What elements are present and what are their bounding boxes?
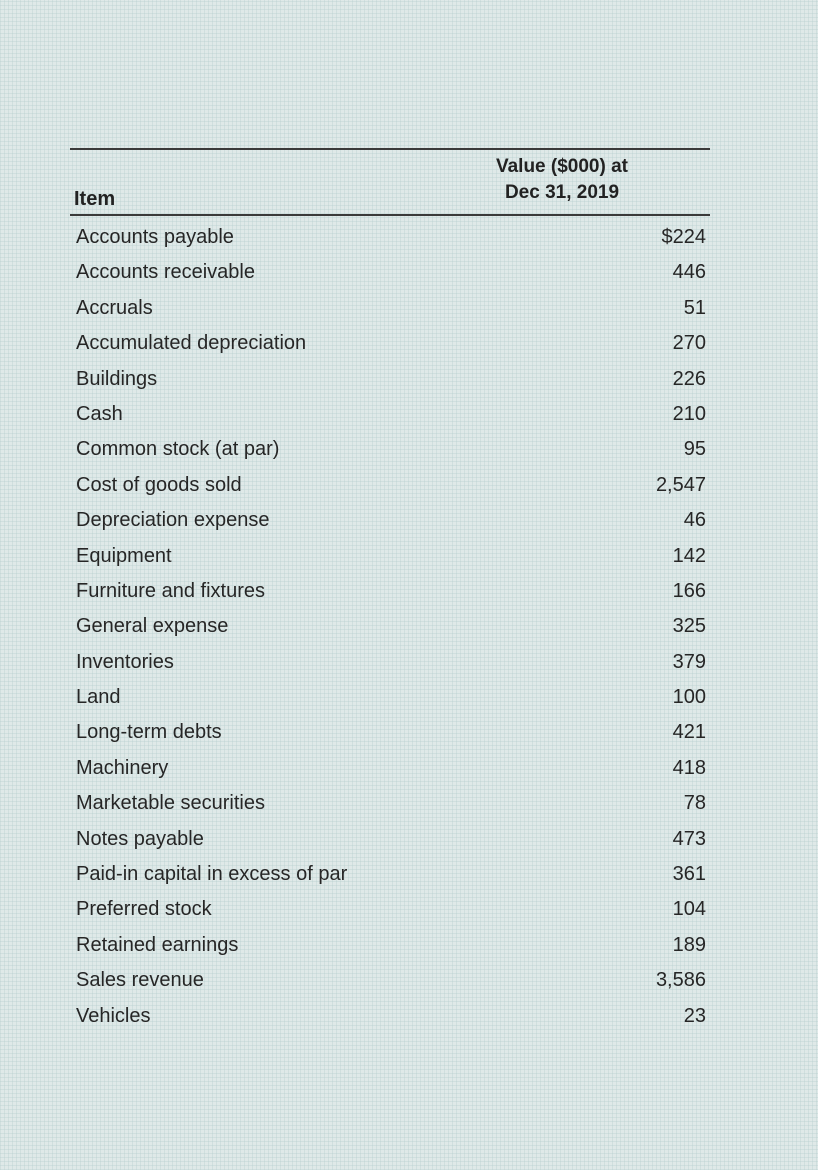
header-divider-rule [70,214,710,216]
table-row [70,932,710,967]
row-value: 446 [672,261,706,284]
column-header-value-line1: Value ($000) at [495,156,629,177]
row-item-label: Vehicles [76,1004,151,1027]
row-value: $224 [661,226,706,248]
table-row [70,578,710,613]
row-item-label: Common stock (at par) [76,438,280,461]
row-item-label: General expense [76,615,229,638]
table-row [70,224,710,259]
column-header-value [462,154,662,206]
row-item-label: Cost of goods sold [76,473,242,496]
row-value: 226 [672,367,706,390]
row-item-label: Notes payable [76,827,204,850]
row-item-label: Inventories [76,650,174,673]
row-value: 166 [672,579,706,602]
row-value: 325 [672,615,706,638]
row-value: 418 [672,756,706,779]
table-row [70,472,710,507]
row-value: 46 [683,509,706,532]
row-item-label: Equipment [76,544,172,567]
row-value: 210 [672,402,706,425]
table-row [70,436,710,471]
row-item-label: Paid-in capital in excess of par [76,863,348,886]
table-top-rule [70,148,710,150]
table-row [70,896,710,931]
row-value: 379 [672,650,706,673]
row-item-label: Accruals [76,296,153,319]
row-item-label: Buildings [76,367,158,390]
row-value: 95 [683,438,706,461]
table-row [70,366,710,401]
row-item-label: Cash [76,402,123,425]
table-row [70,826,710,861]
row-value: 2,547 [655,473,706,496]
row-item-label: Accounts receivable [76,261,255,284]
row-value: 142 [672,544,706,567]
table-row [70,295,710,330]
row-value: 421 [672,721,706,744]
row-item-label: Machinery [76,756,169,779]
row-value: 189 [672,933,706,956]
row-item-label: Accumulated depreciation [76,332,307,355]
table-row [70,613,710,648]
table-row [70,755,710,790]
table-row [70,543,710,578]
row-value: 361 [672,863,706,886]
row-value: 100 [672,686,706,709]
row-item-label: Preferred stock [76,898,212,921]
row-value: 104 [672,898,706,921]
row-value: 51 [683,296,706,319]
table-row [70,259,710,294]
table-row [70,790,710,825]
row-value: 3,586 [655,969,706,992]
table-row [70,649,710,684]
table-row [70,719,710,754]
column-header-item: Item [74,188,116,210]
row-value: 78 [683,792,706,815]
table-row [70,684,710,719]
row-item-label: Depreciation expense [76,509,270,532]
column-header-value-line2: Dec 31, 2019 [504,182,620,203]
table-row [70,401,710,436]
row-item-label: Long-term debts [76,721,222,744]
row-item-label: Retained earnings [76,933,239,956]
table-row [70,967,710,1002]
row-item-label: Sales revenue [76,969,204,992]
row-value: 270 [672,332,706,355]
row-item-label: Marketable securities [76,792,265,815]
row-item-label: Land [76,686,121,709]
row-item-label: Furniture and fixtures [76,579,265,602]
row-item-label: Accounts payable [76,226,234,248]
row-value: 473 [672,827,706,850]
table-row [70,330,710,365]
table-row [70,861,710,896]
table-body [70,224,710,1038]
table-row [70,507,710,542]
row-value: 23 [683,1004,706,1027]
table-row [70,1003,710,1038]
